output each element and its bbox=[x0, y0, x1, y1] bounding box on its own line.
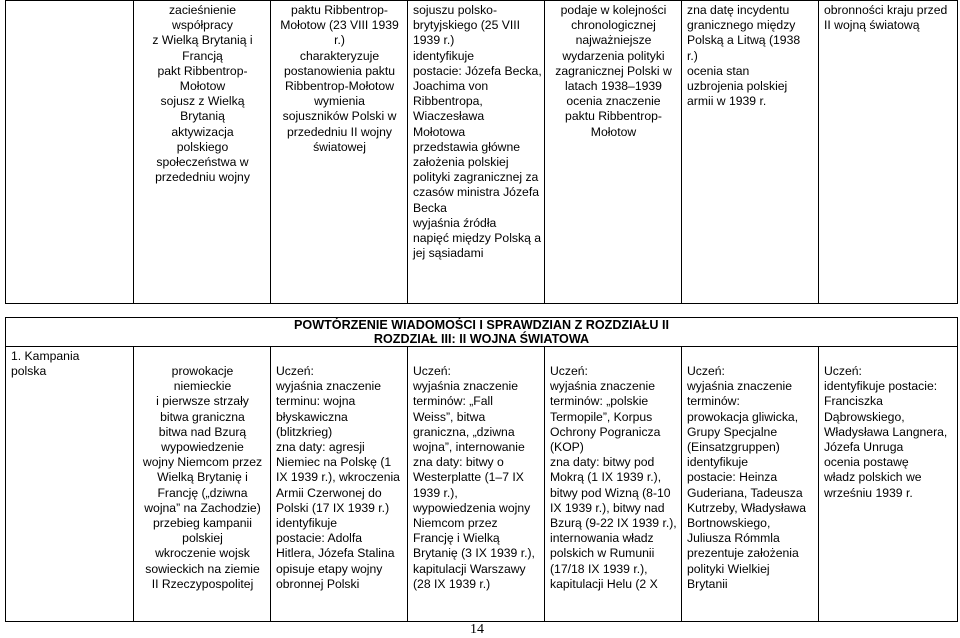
cell-text-line: postacie: Józefa Becka, bbox=[413, 63, 542, 78]
cell-text-line: prezentuje założenia bbox=[687, 546, 799, 561]
cell-text-line: brytyjskiego (25 VIII bbox=[413, 18, 521, 33]
cell-text-line: zna datę incydentu bbox=[687, 3, 790, 17]
top-cell-2 bbox=[271, 1, 408, 304]
cell-text-line: wojna” na Zachodzie) bbox=[144, 500, 261, 515]
cell-text-line: postacie: Adolfa bbox=[276, 531, 363, 546]
blank-spacer bbox=[687, 349, 814, 364]
cell-text-line: chronologicznej bbox=[571, 18, 656, 33]
blank-spacer bbox=[413, 349, 540, 364]
cell-text-line: postacie: Heinza bbox=[687, 470, 778, 485]
cell-text-line: Weiss”, bitwa bbox=[413, 409, 486, 424]
cell-text-line: błyskawiczna bbox=[276, 409, 348, 424]
page-number: 14 bbox=[470, 622, 484, 637]
cell-text-line: graniczna, „dziwna bbox=[413, 424, 515, 439]
cell-text-line: przededniu wojny bbox=[155, 170, 250, 185]
cell-text-line: przebieg kampanii bbox=[153, 516, 252, 531]
cell-text-line: paktu Ribbentrop- bbox=[565, 109, 662, 124]
cell-text-line: wyjaśnia źródła bbox=[413, 215, 497, 230]
cell-text-line: obronnej Polski bbox=[276, 576, 360, 591]
cell-text-line: kapitulacji Helu (2 X bbox=[550, 576, 658, 591]
cell-text-line: polityki Wielkiej bbox=[687, 561, 770, 576]
cell-text-line: Grupy Specjalne bbox=[687, 424, 778, 439]
cell-text-line: przededniu II wojny bbox=[286, 124, 392, 139]
cell-text-line: założenia polskiej bbox=[413, 155, 509, 170]
cell-text-line: Władysława Langnera, bbox=[824, 424, 948, 439]
cell-text-line: terminów: „polskie bbox=[550, 394, 649, 409]
cell-text-line: r.) bbox=[334, 33, 345, 48]
cell-text-line: prowokacja gliwicka, bbox=[687, 409, 799, 424]
cell-text-line: światowej bbox=[313, 139, 366, 154]
cell-text-line: Brytanią bbox=[180, 109, 225, 124]
cell-text-line: niemieckie bbox=[173, 379, 232, 394]
cell-text-line: uzbrojenia polskiej bbox=[687, 79, 788, 94]
cell-text-line: 1939 r.) bbox=[413, 33, 455, 48]
cell-text-line: II wojną światową bbox=[824, 18, 920, 33]
cell-text-line: Brytanii bbox=[687, 576, 728, 591]
cell-text-line: Polski (17 IX 1939 r.) bbox=[276, 500, 390, 515]
cell-text-line: (28 IX 1939 r.) bbox=[413, 576, 491, 591]
cell-text-line: paktu Ribbentrop- bbox=[291, 3, 388, 17]
cell-text-line: Bzurą (9-22 IX 1939 r.), bbox=[550, 516, 677, 531]
cell-text-line: wypowiedzenia wojny bbox=[413, 500, 531, 515]
requirements-level-2-cell bbox=[408, 347, 545, 622]
cell-text-line: Westerplatte (1–7 IX bbox=[413, 470, 524, 485]
cell-text-line: sojuszników Polski w bbox=[282, 109, 397, 124]
cell-text-line: r.) bbox=[687, 48, 698, 63]
requirements-level-5-cell bbox=[819, 347, 958, 622]
cell-text-line: terminów: „Fall bbox=[413, 394, 493, 409]
cell-text-line: Armii Czerwonej do bbox=[276, 485, 382, 500]
cell-text-line: wojny Niemcom przez bbox=[142, 455, 263, 470]
cell-text-line: Franciszka bbox=[824, 394, 883, 409]
cell-text-line: identyfikuje bbox=[276, 516, 337, 531]
cell-text-line: Niemiec na Polskę (1 bbox=[276, 455, 392, 470]
cell-text-line: Mołotow (23 VIII 1939 bbox=[280, 18, 399, 33]
top-cell-empty bbox=[6, 1, 134, 304]
cell-text-line: z Wielką Brytanią i bbox=[152, 33, 253, 48]
cell-text-line: ocenia postawę bbox=[824, 455, 909, 470]
cell-text-line: Brytanię (3 IX 1939 r.), bbox=[413, 546, 535, 561]
cell-text-line: Uczeń: bbox=[824, 364, 862, 378]
cell-text-line: Uczeń: bbox=[687, 364, 725, 378]
cell-text-line: i pierwsze strzały bbox=[156, 394, 249, 409]
cell-text-line: armii w 1939 r. bbox=[687, 94, 767, 109]
top-cell-4 bbox=[545, 1, 682, 304]
cell-text-line: Ochrony Pogranicza bbox=[550, 424, 661, 439]
section-header bbox=[6, 318, 958, 347]
top-cell-6 bbox=[819, 1, 958, 304]
cell-text-line: Mołotowa bbox=[413, 124, 466, 139]
cell-text-line: Niemcom przez bbox=[413, 516, 498, 531]
cell-text-line: aktywizacja bbox=[171, 124, 234, 139]
cell-text-line: wrześniu 1939 r. bbox=[824, 485, 913, 500]
cell-text-line: (KOP) bbox=[550, 440, 584, 455]
cell-text-line: bitwy pod Wizną (8-10 bbox=[550, 485, 671, 500]
cell-text-line: Mołotow bbox=[590, 124, 637, 139]
cell-text-line: opisuje etapy wojny bbox=[276, 561, 383, 576]
cell-text-line: sojuszu polsko- bbox=[413, 3, 497, 17]
top-cell-3 bbox=[408, 1, 545, 304]
cell-text-line: wydarzenia polityki bbox=[562, 48, 665, 63]
cell-text-line: polskiego bbox=[176, 139, 229, 154]
cell-text-line: Francję i Wielką bbox=[413, 531, 500, 546]
cell-text-line: identyfikuje bbox=[413, 48, 474, 63]
cell-text-line: granicznego między bbox=[687, 18, 796, 33]
cell-text-line: Mołotow bbox=[179, 79, 226, 94]
cell-text-line: IX 1939 r.), wkroczenia bbox=[276, 470, 400, 485]
cell-text-line: władz polskich we bbox=[824, 470, 922, 485]
blank-spacer bbox=[550, 349, 677, 364]
cell-text-line: obronności kraju przed bbox=[824, 3, 948, 17]
cell-text-line: prowokacje bbox=[171, 364, 234, 378]
section-title: POWTÓRZENIE WIADOMOŚCI I SPRAWDZIAN Z ROZDZIAŁU II bbox=[294, 318, 670, 332]
cell-text-line: wojna”, internowanie bbox=[413, 440, 525, 455]
cell-text-line: terminów: bbox=[687, 394, 740, 409]
cell-text-line: ocenia znaczenie bbox=[566, 94, 661, 109]
cell-text-line: identyfikuje bbox=[687, 455, 748, 470]
cell-text-line: napięć między Polską a bbox=[413, 231, 542, 246]
cell-text-line: podaje w kolejności bbox=[560, 3, 667, 17]
requirements-level-4-cell bbox=[682, 347, 819, 622]
cell-text-line: przedstawia główne bbox=[413, 139, 521, 154]
cell-text-line: latach 1938–1939 bbox=[565, 79, 662, 94]
cell-text-line: polskiej bbox=[182, 531, 223, 546]
cell-text-line: Wiaczesława bbox=[413, 109, 485, 124]
blank-spacer bbox=[139, 349, 266, 364]
cell-text-line: zna daty: bitwy o bbox=[413, 455, 504, 470]
cell-text-line: współpracy bbox=[172, 18, 233, 33]
cell-text-line: polska bbox=[11, 364, 47, 379]
cell-text-line: II Rzeczypospolitej bbox=[151, 576, 254, 591]
cell-text-line: Ribbentrop-Mołotow bbox=[284, 79, 395, 94]
cell-text-line: terminu: wojna bbox=[276, 394, 356, 409]
top-competency-table bbox=[5, 0, 958, 304]
cell-text-line: Termopile”, Korpus bbox=[550, 409, 653, 424]
cell-text-line: Kutrzeby, Władysława bbox=[687, 500, 806, 515]
cell-text-line: Guderiana, Tadeusza bbox=[687, 485, 803, 500]
cell-text-line: bitwa nad Bzurą bbox=[158, 424, 247, 439]
bottom-competency-table bbox=[5, 317, 958, 622]
cell-text-line: Francję („dziwna bbox=[157, 485, 248, 500]
cell-text-line: wkroczenie wojsk bbox=[155, 546, 250, 561]
cell-text-line: polityki zagranicznej za bbox=[413, 170, 539, 185]
cell-text-line: identyfikuje postacie: bbox=[824, 379, 938, 394]
cell-text-line: (blitzkrieg) bbox=[276, 424, 333, 439]
cell-text-line: sowieckich na ziemie bbox=[145, 561, 260, 576]
cell-text-line: Dąbrowskiego, bbox=[824, 409, 905, 424]
blank-spacer bbox=[276, 349, 403, 364]
cell-text-line: (Einsatzgruppen) bbox=[687, 440, 780, 455]
cell-text-line: wyjaśnia znaczenie bbox=[687, 379, 793, 394]
cell-text-line: bitwa graniczna bbox=[160, 409, 245, 424]
cell-text-line: 1. Kampania bbox=[11, 349, 80, 363]
cell-text-line: Polską a Litwą (1938 bbox=[687, 33, 801, 48]
cell-text-line: wymienia bbox=[314, 94, 365, 109]
cell-text-line: sojusz z Wielką bbox=[160, 94, 245, 109]
top-cell-1 bbox=[134, 1, 271, 304]
cell-text-line: wyjaśnia znaczenie bbox=[276, 379, 382, 394]
cell-text-line: wyjaśnia znaczenie bbox=[413, 379, 519, 394]
cell-text-line: Hitlera, Józefa Stalina bbox=[276, 546, 395, 561]
cell-text-line: Uczeń: bbox=[550, 364, 588, 378]
cell-text-line: Wielką Brytanię i bbox=[157, 470, 248, 485]
cell-text-line: IX 1939 r.), bitwy nad bbox=[550, 500, 665, 515]
cell-text-line: Juliusza Rómmla bbox=[687, 531, 780, 546]
cell-text-line: czasów ministra Józefa bbox=[413, 185, 539, 200]
blank-spacer bbox=[824, 349, 953, 364]
cell-text-line: kapitulacji Warszawy bbox=[413, 561, 526, 576]
cell-text-line: charakteryzuje bbox=[299, 48, 380, 63]
lesson-topic-cell bbox=[6, 347, 134, 622]
cell-text-line: ocenia stan bbox=[687, 63, 750, 78]
cell-text-line: polskich w Rumunii bbox=[550, 546, 655, 561]
cell-text-line: wypowiedzenie bbox=[161, 440, 244, 455]
cell-text-line: zagranicznej Polski w bbox=[555, 63, 672, 78]
cell-text-line: Ribbentropa, bbox=[413, 94, 483, 109]
requirements-level-1-cell bbox=[271, 347, 408, 622]
cell-text-line: internowania władz bbox=[550, 531, 654, 546]
cell-text-line: 1939 r.), bbox=[413, 485, 458, 500]
cell-text-line: społeczeństwa w bbox=[156, 155, 249, 170]
top-cell-5 bbox=[682, 1, 819, 304]
chapter-title: ROZDZIAŁ III: II WOJNA ŚWIATOWA bbox=[373, 332, 590, 346]
cell-text-line: Joachima von bbox=[413, 79, 489, 94]
cell-text-line: zna daty: agresji bbox=[276, 440, 365, 455]
cell-text-line: (17/18 IX 1939 r.), bbox=[550, 561, 648, 576]
cell-text-line: wyjaśnia znaczenie bbox=[550, 379, 656, 394]
cell-text-line: Mokrą (1 IX 1939 r.), bbox=[550, 470, 662, 485]
cell-text-line: postanowienia paktu bbox=[283, 63, 396, 78]
cell-text-line: najważniejsze bbox=[575, 33, 652, 48]
cell-text-line: Becka bbox=[413, 200, 447, 215]
cell-text-line: Uczeń: bbox=[413, 364, 451, 378]
cell-text-line: Józefa Unruga bbox=[824, 440, 904, 455]
cell-text-line: zna daty: bitwy pod bbox=[550, 455, 655, 470]
cell-text-line: zacieśnienie bbox=[168, 3, 237, 17]
cell-text-line: Uczeń: bbox=[276, 364, 314, 378]
cell-text-line: Francją bbox=[182, 48, 223, 63]
requirements-level-3-cell bbox=[545, 347, 682, 622]
lesson-issues-cell bbox=[134, 347, 271, 622]
cell-text-line: Bortnowskiego, bbox=[687, 516, 771, 531]
cell-text-line: jej sąsiadami bbox=[413, 246, 484, 261]
cell-text-line: pakt Ribbentrop- bbox=[157, 63, 248, 78]
